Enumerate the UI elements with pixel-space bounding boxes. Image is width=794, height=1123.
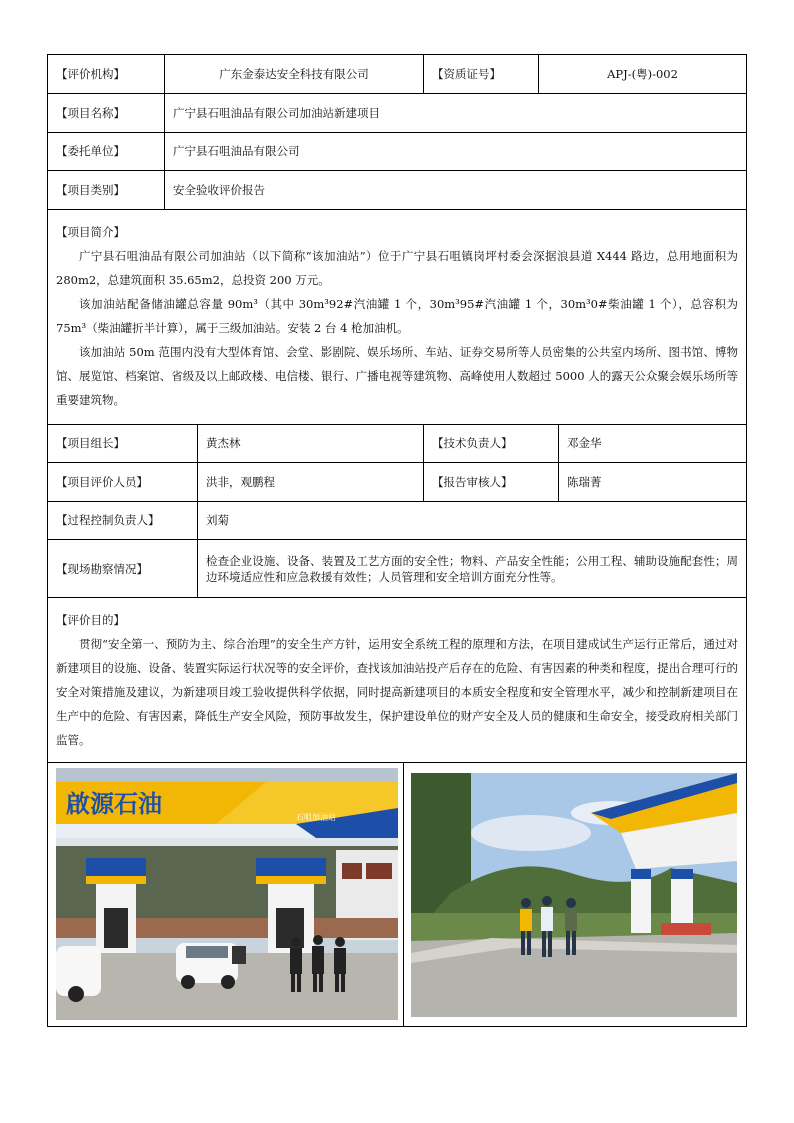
reviewer-value: 陈瑞菁	[559, 463, 747, 502]
intro-heading: 【项目简介】	[56, 224, 125, 239]
tech-label: 【技术负责人】	[424, 424, 559, 463]
project-name-value: 广宁县石咀油品有限公司加油站新建项目	[165, 93, 747, 132]
left-sub-text: 石咀加油站	[296, 813, 336, 822]
category-value: 安全验收评价报告	[165, 171, 747, 210]
evaluators-value: 洪非，观鹏程	[198, 463, 424, 502]
photo-divider	[403, 763, 404, 1026]
cert-value: APJ-(粤)-002	[539, 55, 747, 94]
photo-gas-station-front	[56, 768, 398, 1020]
survey-label: 【现场勘察情况】	[48, 540, 198, 598]
cert-label: 【资质证号】	[424, 55, 539, 94]
process-control-label: 【过程控制负责人】	[48, 501, 198, 540]
photo-gas-station-road	[411, 773, 737, 1017]
process-control-value: 刘菊	[198, 501, 747, 540]
project-name-label: 【项目名称】	[48, 93, 165, 132]
org-value: 广东金泰达安全科技有限公司	[165, 55, 424, 94]
org-label: 【评价机构】	[48, 55, 165, 94]
client-value: 广宁县石咀油品有限公司	[165, 132, 747, 171]
purpose-heading: 【评价目的】	[56, 613, 125, 627]
photos-row	[48, 763, 747, 1027]
left-sign-text: 啟源石油	[66, 790, 162, 818]
leader-label: 【项目组长】	[48, 424, 198, 463]
leader-value: 黄杰林	[198, 424, 424, 463]
evaluators-label: 【项目评价人员】	[48, 463, 198, 502]
document-page	[47, 54, 746, 1027]
intro-paragraph-2: 该加油站配备储油罐总容量 90m³（其中 30m³92#汽油罐 1 个，30m³95#汽油罐 1 个，30m³0#柴油罐 1 个），总容积为 75m³（柴油罐折半计算），属于三级加油站。安装 2 台 4 枪加油机。	[56, 296, 739, 335]
evaluation-purpose-section	[48, 598, 747, 763]
reviewer-label: 【报告审核人】	[424, 463, 559, 502]
category-label: 【项目类别】	[48, 171, 165, 210]
intro-paragraph-1: 广宁县石咀油品有限公司加油站（以下简称“该加油站”）位于广宁县石咀镇岗坪村委会深据浪县道 X444 路边，总用地面积为 280m2，总建筑面积 35.65m2，总投资 200 万元。	[56, 248, 739, 287]
survey-value: 检查企业设施、设备、装置及工艺方面的安全性；物料、产品安全性能；公用工程、辅助设施配套性；周边环境适应性和应急救援有效性；人员管理和安全培训方面充分性等。	[198, 540, 747, 598]
report-table	[47, 54, 747, 1027]
purpose-paragraph: 贯彻“安全第一、预防为主、综合治理”的安全生产方针，运用安全系统工程的原理和方法，在项目建成试生产运行正常后，通过对新建项目的设施、设备、装置实际运行状况等的安全评价，查找该加油站投产后存在的危险、有害因素的种类和程度，提出合理可行的安全对策措施及建议，为新建项目竣工验收提供科学依据，同时提高新建项目的本质安全程度和安全管理水平，减少和控制新建项目在生产中的危险、有害因素，降低生产安全风险，预防事故发生，保护建设单位的财产安全及人员的健康和生命安全，接受政府相关部门监管。	[56, 637, 739, 747]
tech-value: 邓金华	[559, 424, 747, 463]
project-intro-section	[48, 209, 747, 424]
intro-paragraph-3: 该加油站 50m 范围内没有大型体育馆、会堂、影剧院、娱乐场所、车站、证券交易所等人员密集的公共室内场所、图书馆、博物馆、展览馆、档案馆、省级及以上邮政楼、电信楼、银行、广播电视等建筑物、高峰使用人数超过 5000 人的露天公众聚会娱乐场所等重要建筑物。	[56, 344, 739, 407]
client-label: 【委托单位】	[48, 132, 165, 171]
